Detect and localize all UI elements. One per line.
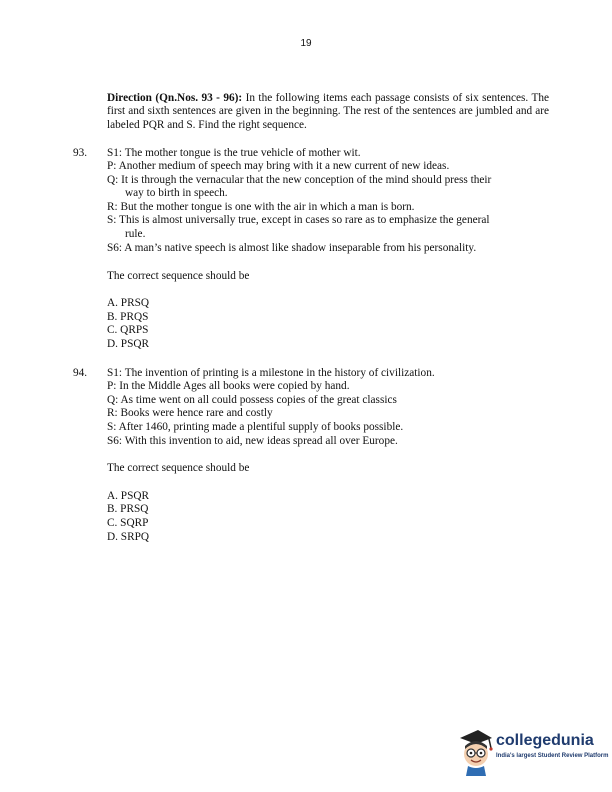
question-93-s-line2: rule. — [125, 228, 146, 240]
page-number: 19 — [300, 38, 312, 49]
question-94-prompt: The correct sequence should be — [107, 462, 250, 474]
question-94-q: Q: As time went on all could possess copies of the great classics — [107, 394, 397, 406]
question-94-s6: S6: With this invention to aid, new ideas spread all over Europe. — [107, 435, 398, 447]
question-94-number: 94. — [73, 367, 88, 379]
question-93-option-a: A. PRSQ — [107, 297, 150, 309]
question-93-option-c: C. QRPS — [107, 324, 149, 336]
question-94-s1: S1: The invention of printing is a milestone in the history of civilization. — [107, 367, 435, 379]
question-93-option-b: B. PRQS — [107, 311, 149, 323]
question-94-option-c: C. SQRP — [107, 517, 149, 529]
question-94-r: R: Books were hence rare and costly — [107, 407, 273, 419]
question-94-s: S: After 1460, printing made a plentiful supply of books possible. — [107, 421, 404, 433]
question-93-number: 93. — [73, 147, 88, 159]
question-94-option-b: B. PRSQ — [107, 503, 149, 515]
question-93-p: P: Another medium of speech may bring with it a new current of new ideas. — [107, 160, 450, 172]
question-93-prompt: The correct sequence should be — [107, 270, 250, 282]
logo-mascot-icon — [456, 726, 494, 776]
question-93-s6: S6: A man’s native speech is almost like shadow inseparable from his personality. — [107, 242, 477, 254]
question-93-option-d: D. PSQR — [107, 338, 150, 350]
question-93-q-line2: way to birth in speech. — [125, 187, 228, 199]
question-94-p: P: In the Middle Ages all books were copied by hand. — [107, 380, 350, 392]
question-94-option-d: D. SRPQ — [107, 531, 150, 543]
question-93-s1: S1: The mother tongue is the true vehicle of mother wit. — [107, 147, 361, 159]
logo-tagline: India's largest Student Review Platform — [496, 753, 609, 759]
question-93-r: R: But the mother tongue is one with the air in which a man is born. — [107, 201, 415, 213]
question-93-s-line1: S: This is almost universally true, except in cases so rare as to emphasize the general — [107, 214, 490, 226]
logo-brand: collegedunia — [496, 732, 594, 749]
question-94-option-a: A. PSQR — [107, 490, 150, 502]
question-93-q-line1: Q: It is through the vernacular that the new conception of the mind should press their — [107, 174, 492, 186]
direction-paragraph — [107, 92, 549, 132]
direction-label: Direction (Qn.Nos. 93 - 96): — [107, 92, 243, 104]
logo — [496, 732, 608, 760]
direction-text: In the following items each passage consists of six sentences. The first and sixth sentences are given in the beginning. The rest of the sentences are jumbled and are labeled PQR and S. Find the right sequence. — [107, 92, 550, 131]
